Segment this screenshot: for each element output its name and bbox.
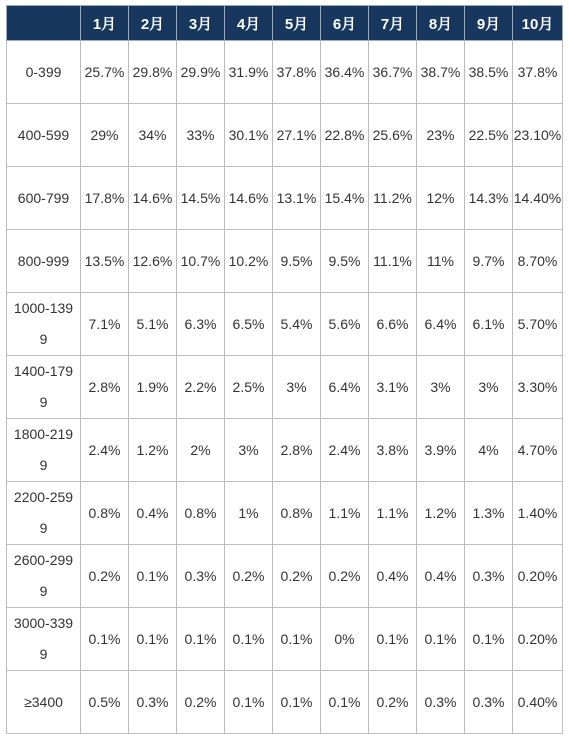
table-cell: 3%: [225, 419, 273, 482]
table-row: [7, 482, 563, 545]
table-cell: 3%: [273, 356, 321, 419]
table-cell: 0.1%: [369, 608, 417, 671]
table-cell: 0.8%: [273, 482, 321, 545]
table-cell: 9.5%: [273, 230, 321, 293]
table-cell: 0.1%: [321, 671, 369, 734]
table-cell: 14.40%: [513, 167, 563, 230]
table-cell: 3%: [465, 356, 513, 419]
table-cell: 3.9%: [417, 419, 465, 482]
table-cell: 14.5%: [177, 167, 225, 230]
table-row: [7, 230, 563, 293]
row-label-price-range: 800-999: [7, 230, 81, 293]
table-cell: 29%: [81, 104, 129, 167]
table-cell: 0.1%: [129, 608, 177, 671]
table-row: [7, 545, 563, 608]
table-row: [7, 167, 563, 230]
table-cell: 0.1%: [273, 608, 321, 671]
table-cell: 0.2%: [321, 545, 369, 608]
row-label-price-range: 1400-1799: [7, 356, 81, 419]
table-row: [7, 608, 563, 671]
table-cell: 2.8%: [81, 356, 129, 419]
table-cell: 3.30%: [513, 356, 563, 419]
header-corner-cell: [7, 6, 81, 41]
table-cell: 7.1%: [81, 293, 129, 356]
table-cell: 25.7%: [81, 41, 129, 104]
table-cell: 0.20%: [513, 608, 563, 671]
table-cell: 6.1%: [465, 293, 513, 356]
table-cell: 11.2%: [369, 167, 417, 230]
table-cell: 33%: [177, 104, 225, 167]
table-cell: 0.3%: [465, 545, 513, 608]
row-label-price-range: 1000-1399: [7, 293, 81, 356]
table-cell: 4%: [465, 419, 513, 482]
table-cell: 30.1%: [225, 104, 273, 167]
table-cell: 0.2%: [273, 545, 321, 608]
table-cell: 0.2%: [177, 671, 225, 734]
table-cell: 6.4%: [321, 356, 369, 419]
table-cell: 0.1%: [225, 671, 273, 734]
header-cell-month-9: 9月: [465, 6, 513, 41]
table-cell: 36.4%: [321, 41, 369, 104]
table-cell: 0.4%: [129, 482, 177, 545]
table-cell: 3.8%: [369, 419, 417, 482]
header-cell-month-5: 5月: [273, 6, 321, 41]
header-cell-month-8: 8月: [417, 6, 465, 41]
row-label-price-range: 600-799: [7, 167, 81, 230]
table-cell: 0.5%: [81, 671, 129, 734]
table-cell: 37.8%: [513, 41, 563, 104]
table-cell: 1.9%: [129, 356, 177, 419]
table-cell: 2.4%: [81, 419, 129, 482]
table-cell: 23%: [417, 104, 465, 167]
table-cell: 22.5%: [465, 104, 513, 167]
table-cell: 10.7%: [177, 230, 225, 293]
table-cell: 2.2%: [177, 356, 225, 419]
table-cell: 5.6%: [321, 293, 369, 356]
table-cell: 0.1%: [273, 671, 321, 734]
table-cell: 6.5%: [225, 293, 273, 356]
header-cell-month-10: 10月: [513, 6, 563, 41]
table-cell: 2.4%: [321, 419, 369, 482]
header-cell-month-3: 3月: [177, 6, 225, 41]
header-cell-month-4: 4月: [225, 6, 273, 41]
header-cell-month-2: 2月: [129, 6, 177, 41]
table-cell: 0.2%: [369, 671, 417, 734]
table-cell: 0.4%: [417, 545, 465, 608]
table-cell: 0.8%: [177, 482, 225, 545]
table-cell: 22.8%: [321, 104, 369, 167]
header-cell-month-7: 7月: [369, 6, 417, 41]
table-cell: 38.5%: [465, 41, 513, 104]
table-cell: 1.2%: [417, 482, 465, 545]
table-cell: 27.1%: [273, 104, 321, 167]
row-label-price-range: ≥3400: [7, 671, 81, 734]
table-cell: 37.8%: [273, 41, 321, 104]
table-cell: 1.1%: [369, 482, 417, 545]
table-cell: 0.3%: [465, 671, 513, 734]
table-cell: 1.3%: [465, 482, 513, 545]
table-cell: 12.6%: [129, 230, 177, 293]
table-cell: 0%: [321, 608, 369, 671]
table-cell: 9.7%: [465, 230, 513, 293]
table-cell: 12%: [417, 167, 465, 230]
table-cell: 3.1%: [369, 356, 417, 419]
table-cell: 0.2%: [225, 545, 273, 608]
table-cell: 6.3%: [177, 293, 225, 356]
table-body: [7, 41, 563, 734]
table-cell: 0.4%: [369, 545, 417, 608]
table-cell: 1.1%: [321, 482, 369, 545]
table-cell: 0.1%: [225, 608, 273, 671]
header-row: [7, 6, 563, 41]
table-cell: 3%: [417, 356, 465, 419]
row-label-price-range: 1800-2199: [7, 419, 81, 482]
table-cell: 2.8%: [273, 419, 321, 482]
row-label-price-range: 2200-2599: [7, 482, 81, 545]
table-row: [7, 356, 563, 419]
table-cell: 25.6%: [369, 104, 417, 167]
row-label-price-range: 0-399: [7, 41, 81, 104]
row-label-price-range: 3000-3399: [7, 608, 81, 671]
table-cell: 6.6%: [369, 293, 417, 356]
table-cell: 29.9%: [177, 41, 225, 104]
table-cell: 29.8%: [129, 41, 177, 104]
table-cell: 5.1%: [129, 293, 177, 356]
table-cell: 17.8%: [81, 167, 129, 230]
table-cell: 0.20%: [513, 545, 563, 608]
table-cell: 0.3%: [177, 545, 225, 608]
table-cell: 31.9%: [225, 41, 273, 104]
table-cell: 0.2%: [81, 545, 129, 608]
table-cell: 15.4%: [321, 167, 369, 230]
table-cell: 23.10%: [513, 104, 563, 167]
table-cell: 0.1%: [417, 608, 465, 671]
table-cell: 5.70%: [513, 293, 563, 356]
row-label-price-range: 2600-2999: [7, 545, 81, 608]
table-cell: 38.7%: [417, 41, 465, 104]
table-cell: 0.1%: [465, 608, 513, 671]
table-cell: 0.8%: [81, 482, 129, 545]
table-cell: 11%: [417, 230, 465, 293]
table-row: [7, 419, 563, 482]
table-cell: 0.1%: [177, 608, 225, 671]
table-cell: 34%: [129, 104, 177, 167]
table-cell: 0.40%: [513, 671, 563, 734]
table-cell: 36.7%: [369, 41, 417, 104]
table-cell: 0.3%: [417, 671, 465, 734]
table-cell: 0.1%: [81, 608, 129, 671]
table-cell: 4.70%: [513, 419, 563, 482]
row-label-price-range: 400-599: [7, 104, 81, 167]
table-cell: 14.3%: [465, 167, 513, 230]
table-cell: 13.1%: [273, 167, 321, 230]
table-row: [7, 293, 563, 356]
table-cell: 14.6%: [129, 167, 177, 230]
table-cell: 0.3%: [129, 671, 177, 734]
table-row: [7, 41, 563, 104]
table-cell: 11.1%: [369, 230, 417, 293]
table-cell: 6.4%: [417, 293, 465, 356]
price-share-table: [6, 5, 563, 734]
table-cell: 14.6%: [225, 167, 273, 230]
table-cell: 5.4%: [273, 293, 321, 356]
table-cell: 13.5%: [81, 230, 129, 293]
table-cell: 2%: [177, 419, 225, 482]
table-cell: 0.1%: [129, 545, 177, 608]
table-cell: 1.40%: [513, 482, 563, 545]
table-cell: 9.5%: [321, 230, 369, 293]
header-cell-month-1: 1月: [81, 6, 129, 41]
table-cell: 1.2%: [129, 419, 177, 482]
header-cell-month-6: 6月: [321, 6, 369, 41]
table-cell: 8.70%: [513, 230, 563, 293]
table-cell: 1%: [225, 482, 273, 545]
table-cell: 2.5%: [225, 356, 273, 419]
table-cell: 10.2%: [225, 230, 273, 293]
table-row: [7, 671, 563, 734]
table-row: [7, 104, 563, 167]
